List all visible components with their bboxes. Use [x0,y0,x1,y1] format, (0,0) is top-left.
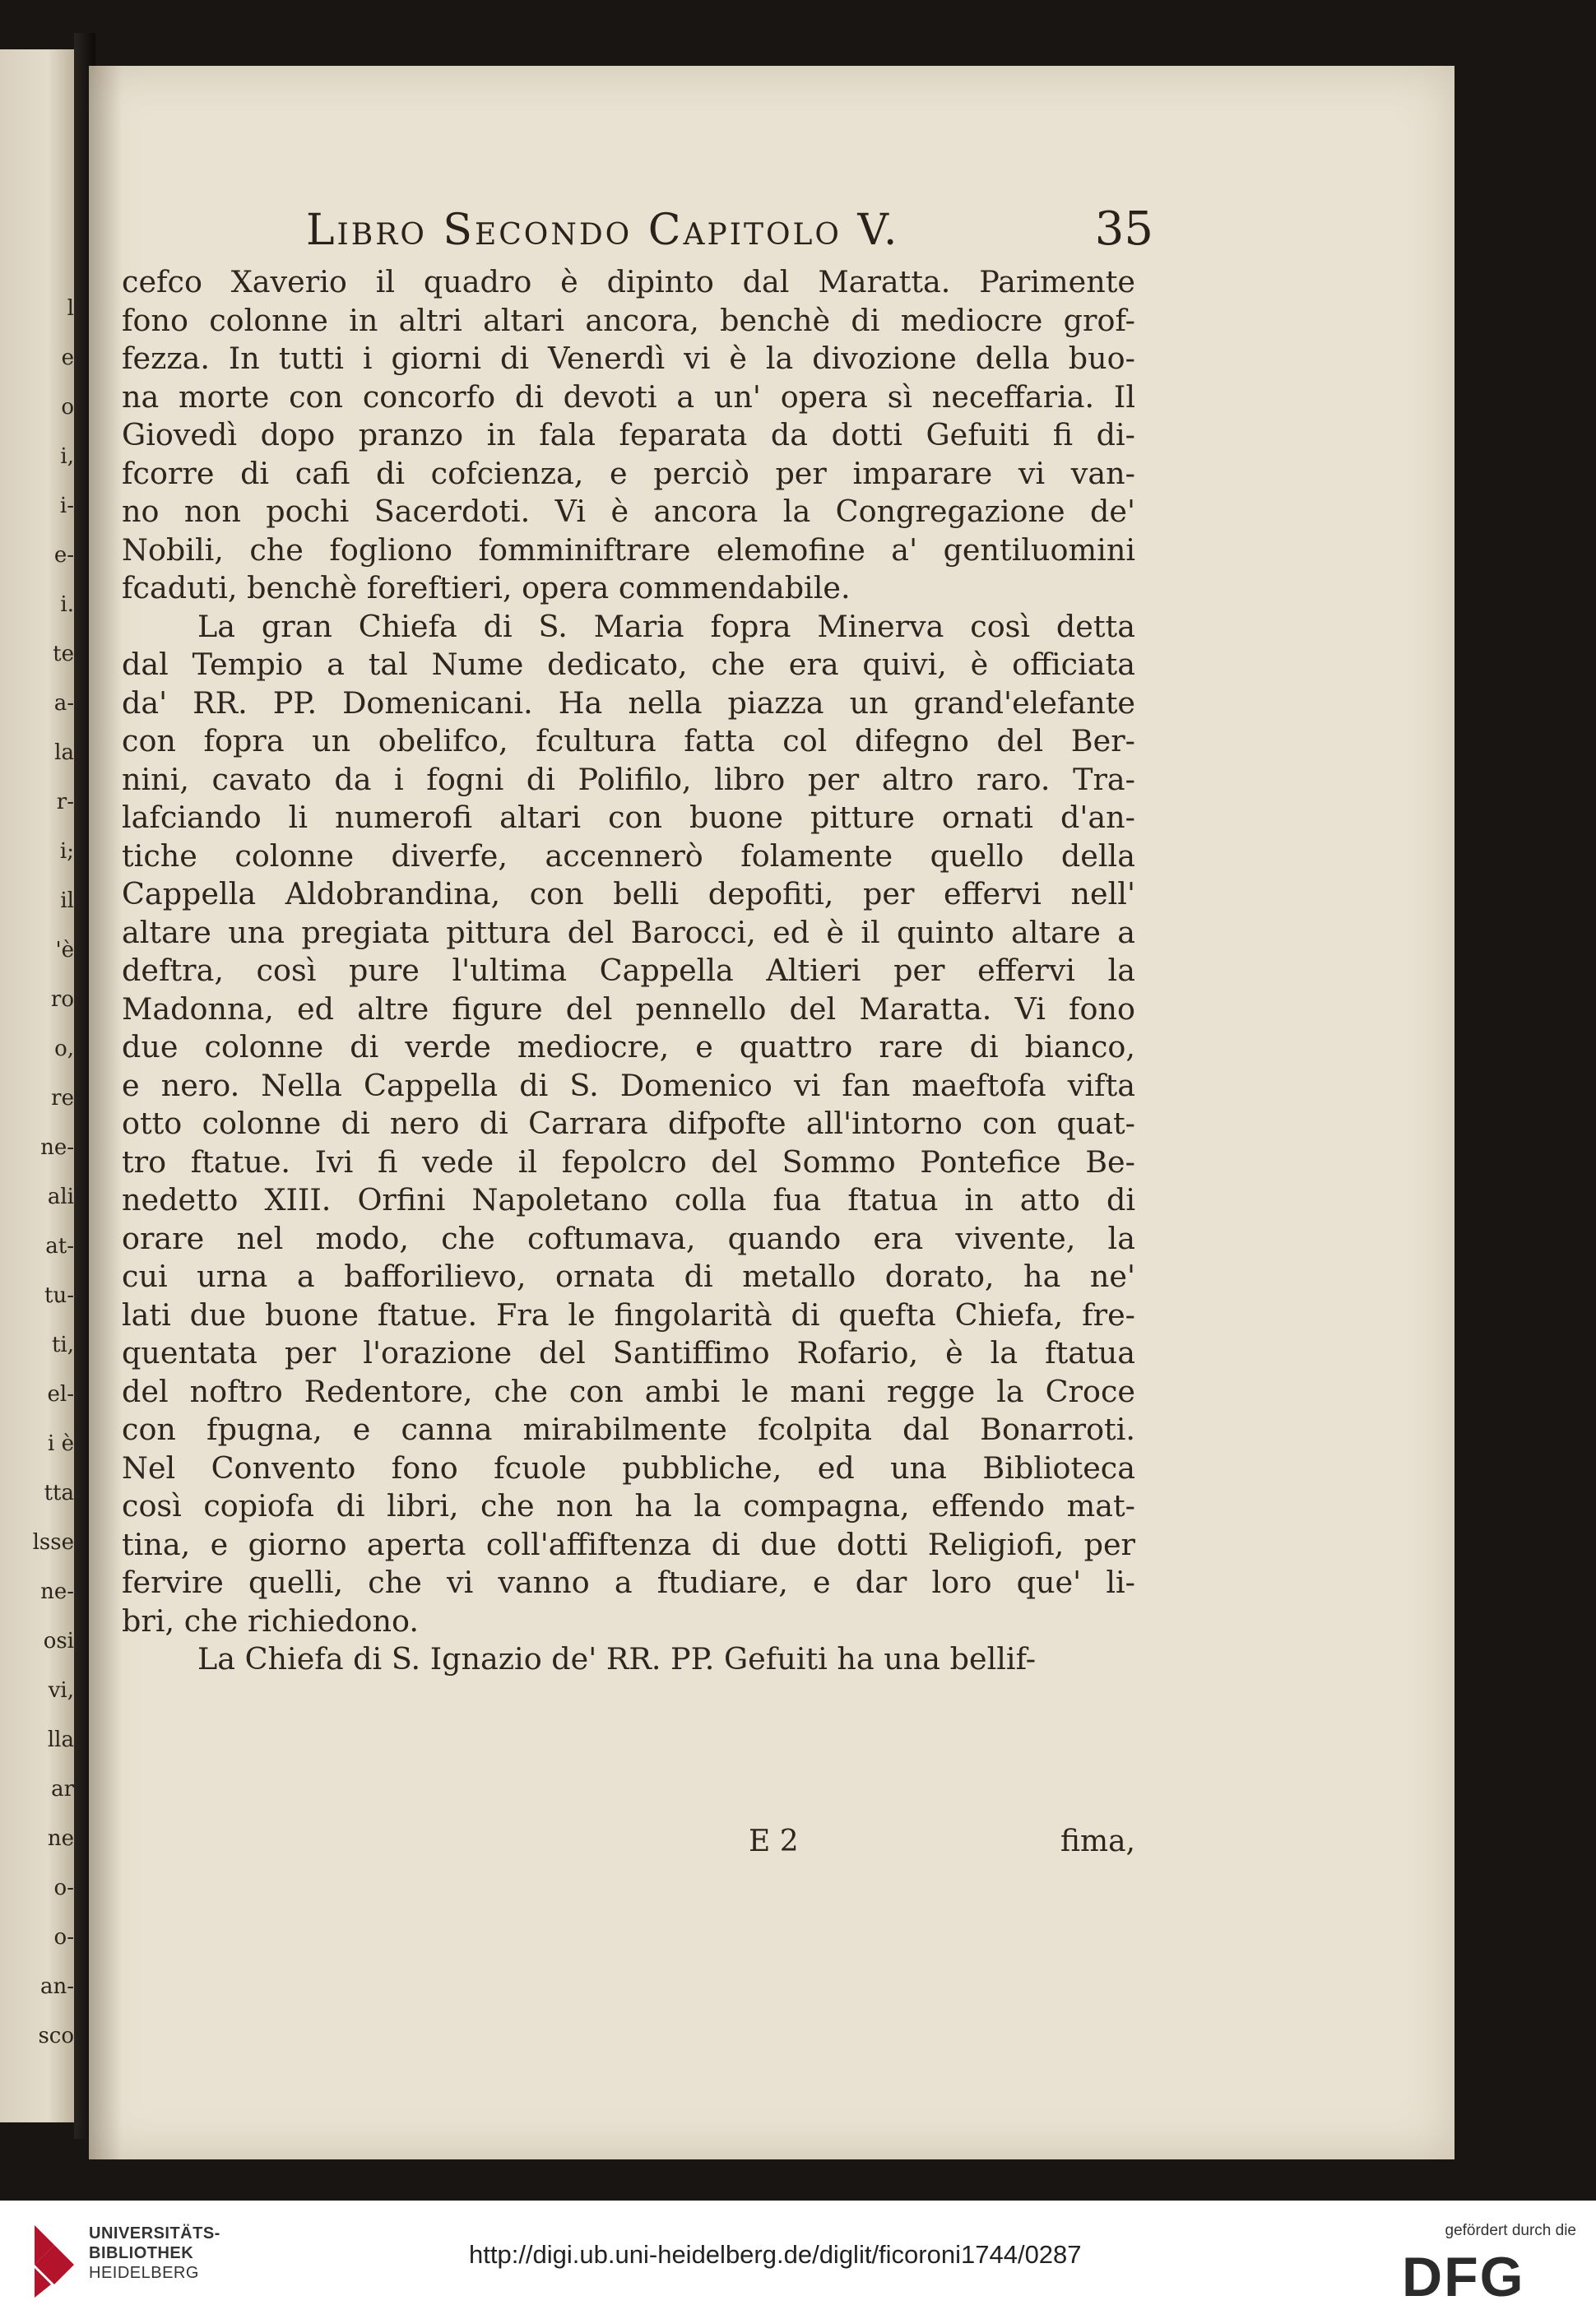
text-line: no non pochi Sacerdoti. Vi è ancora la Congregazione de' [122,494,1135,529]
facing-page-fragment: e- [53,543,74,568]
text-line: Giovedì dopo pranzo in fala feparata da dotti Gefuiti fi di- [122,417,1135,452]
facing-page-fragment: i. [60,592,74,617]
facing-page-fragment: o [61,395,74,420]
text-line: Nobili, che fogliono fomminiftrare elemofine a' gentiluomini [122,531,1135,568]
facing-page-fragment: ne- [40,1135,74,1160]
text-line: fezza. In tutti i giorni di Venerdì vi è la divozione della buo- [122,341,1135,376]
text-line: nedetto XIII. Orfini Napoletano colla fua ftatua in atto di [122,1182,1135,1217]
facing-page-fragment: ne- [40,1579,74,1604]
page-number: 35 [1094,202,1153,256]
text-line: tiche colonne diverfe, accennerò folamente quello della [122,837,1135,874]
text-line: del noftro Redentore, che con ambi le mani regge la Croce [122,1373,1135,1409]
facing-page-fragment: o- [53,1925,74,1950]
text-line: deftra, così pure l'ultima Cappella Altieri per effervi la [122,953,1135,988]
facing-page-fragment: i- [59,494,74,518]
text-line: bri, che richiedono. [122,1602,419,1639]
text-line: fervire quelli, che vi vanno a ftudiare, e dar loro que' li- [122,1565,1135,1600]
text-line: fcaduti, benchè foreftieri, opera commendabile. [122,570,851,605]
catchword: fima, [1060,1825,1135,1858]
text-line: così copiofa di libri, che non ha la compagna, effendo mat- [122,1488,1135,1524]
page-footer [122,1825,1135,1862]
facing-page-fragment: r- [56,790,74,814]
facing-page-fragment: ro [50,987,74,1012]
facing-page-fragment: ar [51,1777,74,1802]
facing-page-fragment: 'è [55,938,74,962]
text-line: La gran Chiefa di S. Maria fopra Minerva così detta [197,608,1135,644]
dfg-logo-text: DFG [1402,2252,1525,2301]
text-line: na morte con concorfo di devoti a un' opera sì neceffaria. Il [122,378,1135,415]
facing-page-fragment: lla [47,1728,74,1752]
text-line: dal Tempio a tal Nume dedicato, che era quivi, è officiata [122,647,1135,682]
facing-page-fragment: an- [39,1974,74,1999]
page-shadow [89,66,122,2159]
running-head: Libro Secondo Capitolo V. [306,206,900,255]
text-line: cefco Xaverio il quadro è dipinto dal Maratta. Parimente [122,264,1135,299]
text-line: altare una pregiata pittura del Barocci, ed è il quinto altare a [122,914,1135,950]
text-line: due colonne di verde mediocre, e quattro rare di bianco, [122,1029,1135,1064]
text-line: fono colonne in altri altari ancora, benchè di mediocre grof- [122,302,1135,338]
text-line: Madonna, ed altre figure del pennello del Maratta. Vi fono [122,990,1135,1027]
university-name-line3: HEIDELBERG [89,2264,199,2282]
facing-page-fragment: e [61,346,74,370]
text-line: quentata per l'orazione del Santiffimo Rofario, è la ftatua [122,1335,1135,1371]
facing-page-fragment: te [53,642,74,666]
text-line: fcorre di cafi di cofcienza, e perciò per imparare vi van- [122,455,1135,491]
facing-page-fragment: il [60,888,74,913]
university-name [89,2224,220,2283]
facing-page-fragment: i; [59,839,74,864]
facing-page-fragment: ti, [51,1333,74,1357]
university-name-line2: BIBLIOTHEK [89,2244,194,2262]
facing-page-fragment: vi, [48,1678,74,1703]
text-line: lati due buone ftatue. Fra le fingolarità di quefta Chiefa, fre- [122,1296,1135,1333]
text-line: con fpugna, e canna mirabilmente fcolpita dal Bonarroti. [122,1412,1135,1447]
facing-page-fragment: a- [53,691,74,716]
text-line: da' RR. PP. Domenicani. Ha nella piazza un grand'elefante [122,684,1135,721]
facing-page-fragment: tu- [44,1283,74,1308]
text-line: e nero. Nella Cappella di S. Domenico vi fan maeftofa vifta [122,1067,1135,1103]
text-line: Cappella Aldobrandina, con belli depofiti, per effervi nell' [122,876,1135,911]
facing-page-fragment: l [67,296,74,321]
facing-page-fragment: i, [60,444,74,469]
facing-page-fragment: at- [45,1234,74,1259]
text-line: con fopra un obelifco, fcultura fatta col difegno del Ber- [122,723,1135,758]
facing-page-fragment: osi [43,1629,74,1653]
text-line: cui urna a bafforilievo, ornata di metallo dorato, ha ne' [122,1259,1135,1294]
facing-page-fragment: re [51,1086,74,1111]
facing-page-fragment: tta [44,1481,74,1505]
facing-page-fragment: sco [38,2024,74,2048]
text-line: La Chiefa di S. Ignazio de' RR. PP. Gefuiti ha una bellif- [197,1641,1037,1677]
text-line: tina, e giorno aperta coll'affiftenza di due dotti Religiofi, per [122,1526,1135,1562]
facing-page-edge [0,49,79,2122]
signature-mark: E 2 [749,1825,799,1858]
text-line: orare nel modo, che coftumava, quando era vivente, la [122,1220,1135,1256]
text-line: lafciando li numerofi altari con buone pitture ornati d'an- [122,800,1135,835]
facing-page-fragment: o- [53,1876,74,1900]
funding-text: gefördert durch die [1445,2222,1576,2239]
permalink-url[interactable]: http://digi.ub.uni-heidelberg.de/diglit/ficoroni1744/0287 [469,2240,1082,2269]
facing-page-fragment: la [54,740,74,765]
page-header [306,202,1153,271]
text-line: tro ftatue. Ivi fi vede il fepolcro del Sommo Pontefice Be- [122,1143,1135,1180]
university-name-line1: UNIVERSITÄTS- [89,2224,220,2242]
dfg-logo-icon [1402,2252,1571,2301]
text-line: Nel Convento fono fcuole pubbliche, ed una Biblioteca [122,1449,1135,1486]
facing-page-fragment: ali [47,1185,74,1209]
text-line: otto colonne di nero di Carrara difpofte all'intorno con quat- [122,1106,1135,1141]
facing-page-fragment: lsse [32,1530,74,1555]
body-text [122,263,1135,1679]
facing-page-fragment: i è [48,1431,74,1456]
text-line: nini, cavato da i fogni di Polifilo, libro per altro raro. Tra- [122,761,1135,797]
university-logo-icon [31,2217,79,2299]
facing-page-fragment: o, [54,1037,74,1061]
facing-page-fragment: el- [47,1382,74,1407]
facing-page-fragment: ne [47,1826,74,1851]
library-banner [0,2201,1596,2319]
